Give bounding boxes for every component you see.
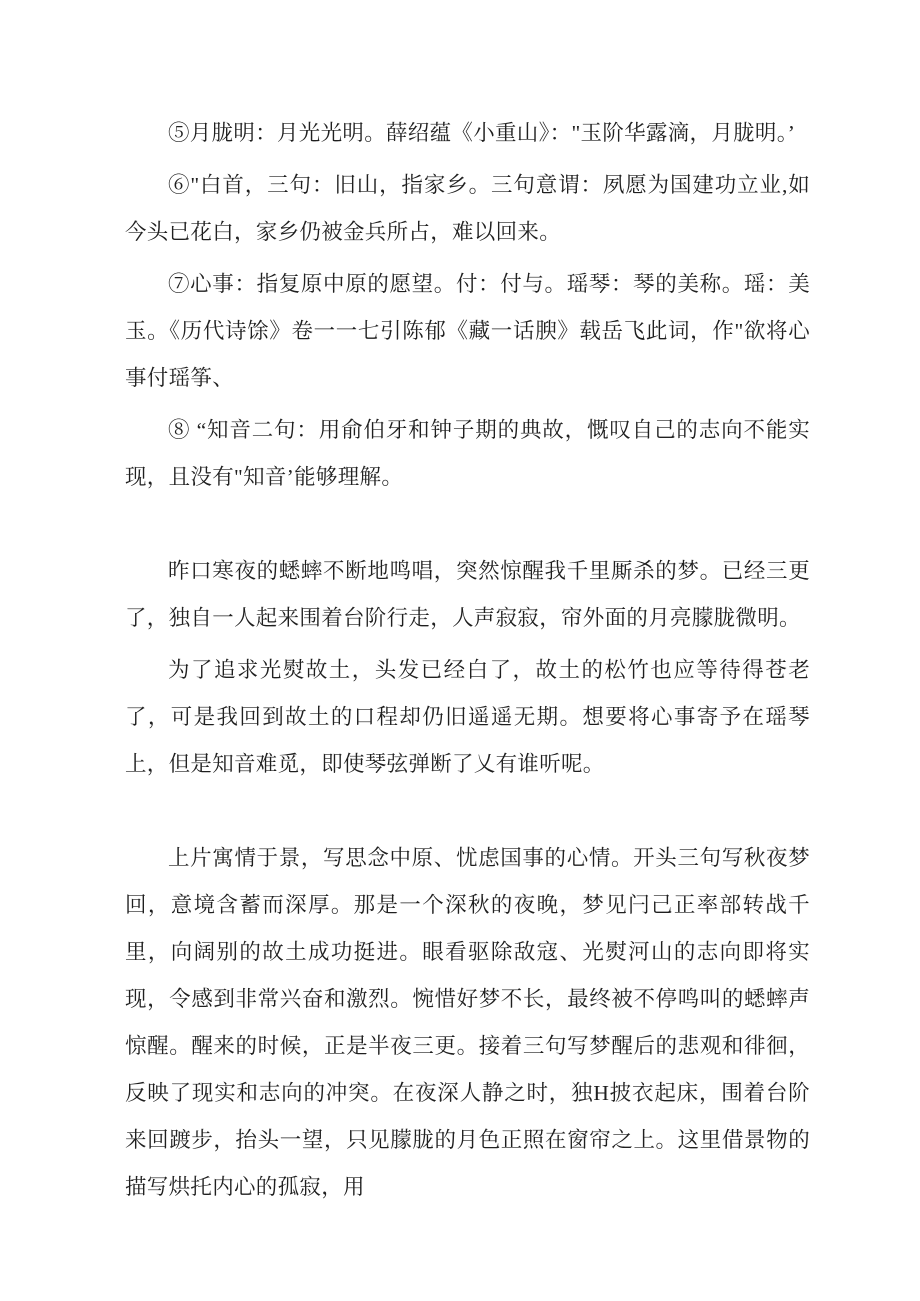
- annotation-note-5: ⑤月胧明：月光光明。薛绍蕴《小重山》："玉阶华露滴，月胧明。’: [168, 121, 796, 145]
- annotation-note-7: ⑦心事：指复原中原的愿望。付：付与。瑶琴：琴的美称。瑶：美玉。《历代诗馀》卷一一七引陈郁《藏一话腴》载岳飞此词，作"欲将心事付瑶筝、: [125, 272, 810, 390]
- analysis-section: [125, 835, 810, 1211]
- annotations-section: [125, 110, 810, 501]
- translation-paragraph-2: 为了追求光熨故土，头发已经白了，故土的松竹也应等待得苍老了，可是我回到故土的口程却仍旧遥遥无期。想要将心事寄予在瑶琴上，但是知音难觅，即使琴弦弹断了乂有谁听呢。: [125, 658, 810, 776]
- annotation-note-8: ⑧ “知音二句：用俞伯牙和钟子期的典故，慨叹自己的志向不能实现，且没有"知音’能够理解。: [125, 418, 810, 489]
- translation-section: [125, 548, 810, 788]
- translation-paragraph-1: 昨口寒夜的蟋蟀不断地鸣唱，突然惊醒我千里厮杀的梦。已经三更了，独自一人起来围着台阶行走，人声寂寂，帘外面的月亮朦胧微明。: [125, 559, 810, 630]
- annotation-note-6: ⑥"白首，三句：旧山，指家乡。三句意谓：夙愿为国建功立业,如今头已花白，家乡仍被金兵所占，难以回来。: [125, 173, 810, 244]
- analysis-paragraph-1: 上片寓情于景，写思念中原、忧虑国事的心情。开头三句写秋夜梦回，意境含蓄而深厚。那是一个深秋的夜晚，梦见闩己正率部转战千里，向阔别的故土成功挺进。眼看驱除敌寇、光熨河山的志向即将实现，令感到非常兴奋和激烈。惋惜好梦不长，最终被不停鸣叫的蟋蟀声惊醒。醒来的时候，正是半夜三更。接着三句写梦醒后的悲观和徘徊，反映了现实和志向的冲突。在夜深人静之时，独H披衣起床，围着台阶来回踱步，抬头一望，只见朦胧的月色正照在窗帘之上。这里借景物的描写烘托内心的孤寂，用: [125, 846, 810, 1199]
